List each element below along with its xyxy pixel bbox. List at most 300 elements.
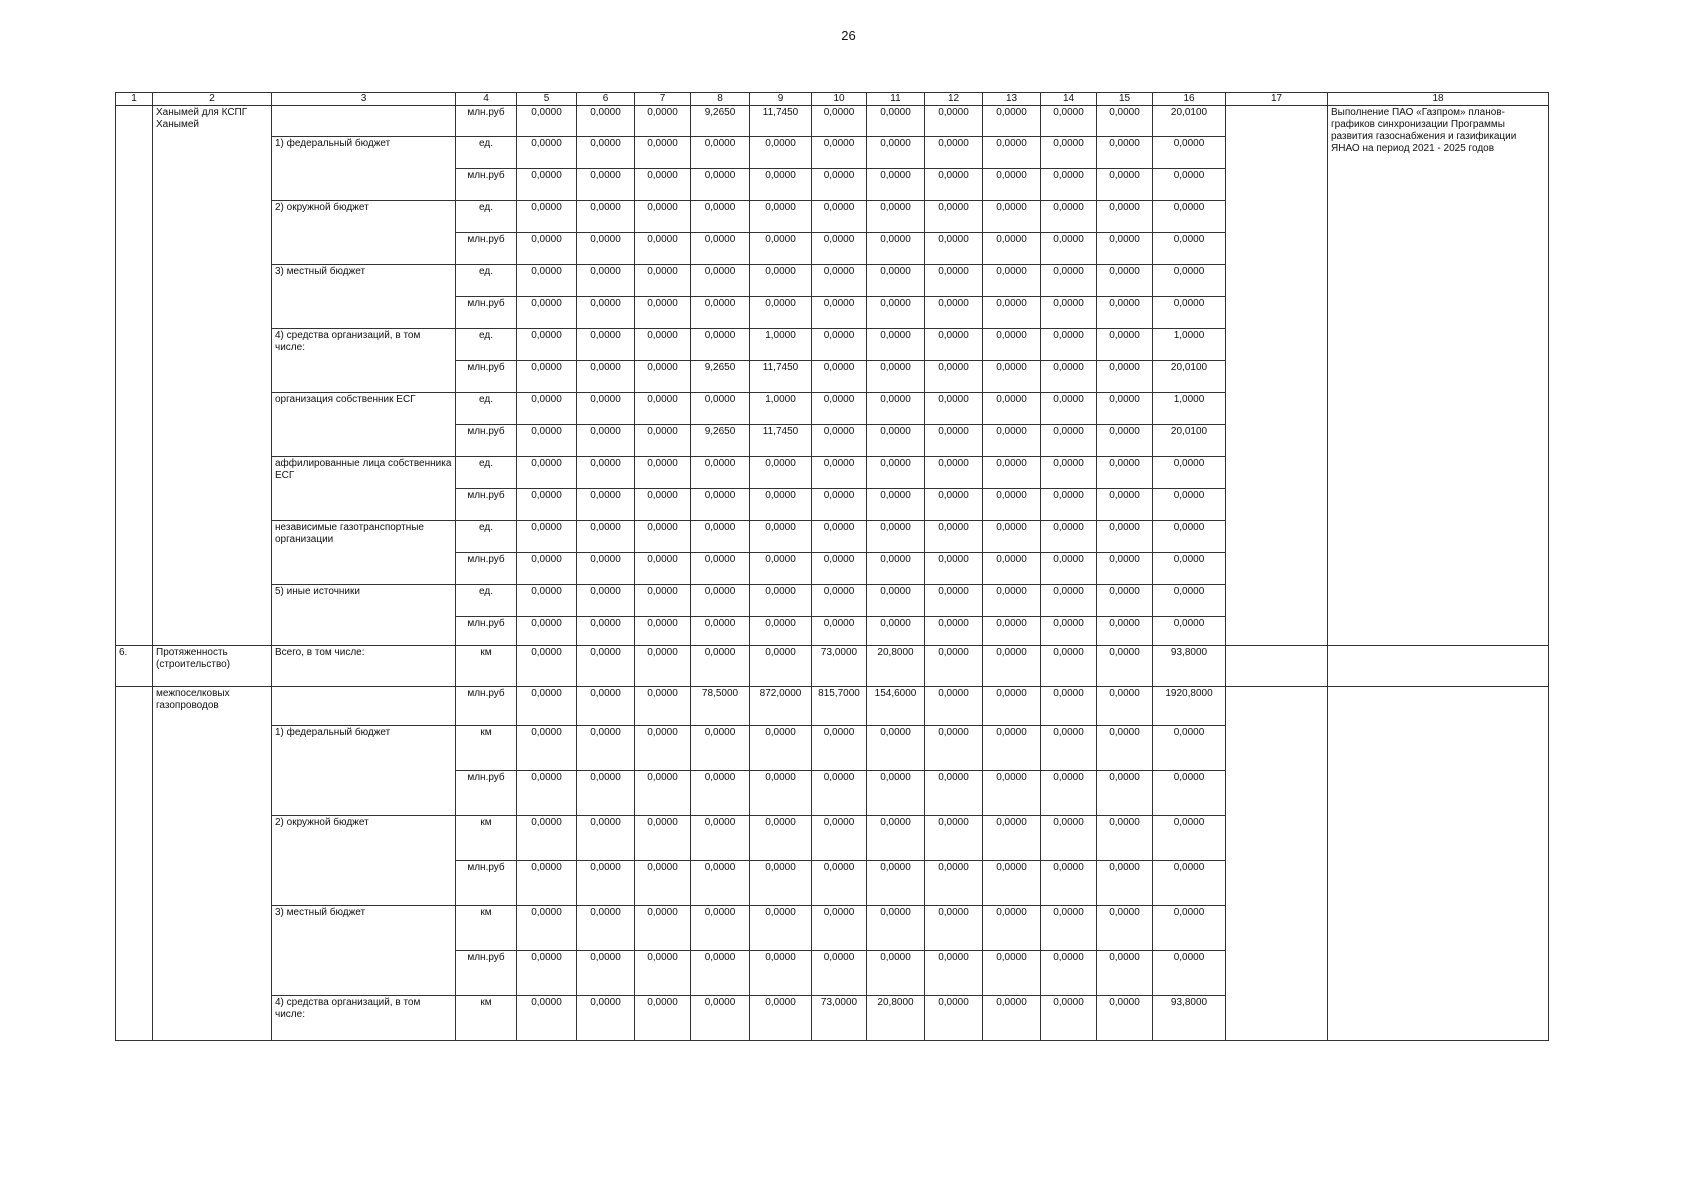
value-cell: 0,0000 xyxy=(1097,393,1153,425)
value-cell: 0,0000 xyxy=(577,457,635,489)
value-cell: 0,0000 xyxy=(812,329,867,361)
value-cell: 0,0000 xyxy=(691,137,750,169)
value-cell: 0,0000 xyxy=(925,393,983,425)
value-cell: 0,0000 xyxy=(635,233,691,265)
value-cell: 0,0000 xyxy=(925,553,983,585)
value-cell: 0,0000 xyxy=(1153,726,1226,771)
value-cell: 0,0000 xyxy=(517,106,577,137)
unit-cell: млн.руб xyxy=(456,687,517,726)
value-cell: 0,0000 xyxy=(577,617,635,646)
value-cell: 0,0000 xyxy=(750,996,812,1041)
value-cell: 0,0000 xyxy=(1097,771,1153,816)
source-cell: 4) средства организаций, в том числе: xyxy=(272,996,456,1041)
table-row xyxy=(116,687,1549,726)
value-cell: 0,0000 xyxy=(1153,233,1226,265)
value-cell: 0,0000 xyxy=(1041,201,1097,233)
value-cell: 0,0000 xyxy=(1097,457,1153,489)
value-cell: 0,0000 xyxy=(1097,617,1153,646)
empty-cell-18 xyxy=(1328,687,1549,1041)
value-cell: 0,0000 xyxy=(1153,861,1226,906)
value-cell: 0,0000 xyxy=(1041,233,1097,265)
value-cell: 0,0000 xyxy=(517,361,577,393)
value-cell: 0,0000 xyxy=(635,951,691,996)
value-cell: 11,7450 xyxy=(750,361,812,393)
value-cell: 0,0000 xyxy=(1041,771,1097,816)
value-cell: 0,0000 xyxy=(1097,233,1153,265)
unit-cell: млн.руб xyxy=(456,771,517,816)
value-cell: 0,0000 xyxy=(812,951,867,996)
value-cell: 0,0000 xyxy=(635,585,691,617)
unit-cell: ед. xyxy=(456,393,517,425)
value-cell: 0,0000 xyxy=(812,816,867,861)
source-cell: Всего, в том числе: xyxy=(272,646,456,687)
value-cell: 0,0000 xyxy=(517,521,577,553)
value-cell: 0,0000 xyxy=(925,861,983,906)
value-cell: 11,7450 xyxy=(750,106,812,137)
value-cell: 0,0000 xyxy=(1041,521,1097,553)
value-cell: 0,0000 xyxy=(1041,553,1097,585)
value-cell: 0,0000 xyxy=(1097,169,1153,201)
value-cell: 1,0000 xyxy=(750,329,812,361)
value-cell: 0,0000 xyxy=(983,233,1041,265)
value-cell: 0,0000 xyxy=(925,106,983,137)
value-cell: 0,0000 xyxy=(1153,771,1226,816)
value-cell: 0,0000 xyxy=(635,137,691,169)
value-cell: 0,0000 xyxy=(1041,489,1097,521)
value-cell: 0,0000 xyxy=(577,297,635,329)
value-cell: 0,0000 xyxy=(867,816,925,861)
value-cell: 0,0000 xyxy=(983,169,1041,201)
value-cell: 0,0000 xyxy=(517,617,577,646)
value-cell: 154,6000 xyxy=(867,687,925,726)
value-cell: 0,0000 xyxy=(577,726,635,771)
value-cell: 0,0000 xyxy=(983,951,1041,996)
value-cell: 0,0000 xyxy=(691,297,750,329)
value-cell: 0,0000 xyxy=(1097,106,1153,137)
value-cell: 0,0000 xyxy=(867,393,925,425)
unit-cell: км xyxy=(456,646,517,687)
value-cell: 1,0000 xyxy=(1153,329,1226,361)
column-number-header: 6 xyxy=(577,93,635,106)
value-cell: 0,0000 xyxy=(983,816,1041,861)
value-cell: 0,0000 xyxy=(867,457,925,489)
unit-cell: млн.руб xyxy=(456,169,517,201)
value-cell: 0,0000 xyxy=(691,951,750,996)
value-cell: 0,0000 xyxy=(577,425,635,457)
value-cell: 0,0000 xyxy=(577,393,635,425)
value-cell: 0,0000 xyxy=(750,646,812,687)
value-cell: 0,0000 xyxy=(691,265,750,297)
unit-cell: ед. xyxy=(456,265,517,297)
value-cell: 0,0000 xyxy=(635,726,691,771)
value-cell: 0,0000 xyxy=(577,951,635,996)
value-cell: 0,0000 xyxy=(925,771,983,816)
value-cell: 9,2650 xyxy=(691,425,750,457)
value-cell: 0,0000 xyxy=(577,646,635,687)
value-cell: 0,0000 xyxy=(812,169,867,201)
value-cell: 0,0000 xyxy=(750,553,812,585)
value-cell: 0,0000 xyxy=(1097,329,1153,361)
value-cell: 0,0000 xyxy=(577,585,635,617)
value-cell: 0,0000 xyxy=(867,906,925,951)
value-cell: 73,0000 xyxy=(812,996,867,1041)
unit-cell: ед. xyxy=(456,521,517,553)
value-cell: 0,0000 xyxy=(635,361,691,393)
row-number-cell xyxy=(116,687,153,1041)
value-cell: 0,0000 xyxy=(812,585,867,617)
value-cell: 0,0000 xyxy=(812,617,867,646)
value-cell: 0,0000 xyxy=(750,457,812,489)
value-cell: 0,0000 xyxy=(750,297,812,329)
source-cell: 3) местный бюджет xyxy=(272,265,456,329)
value-cell: 0,0000 xyxy=(517,996,577,1041)
value-cell: 0,0000 xyxy=(1097,265,1153,297)
value-cell: 0,0000 xyxy=(750,585,812,617)
value-cell: 0,0000 xyxy=(983,553,1041,585)
source-cell: 5) иные источники xyxy=(272,585,456,646)
value-cell: 0,0000 xyxy=(867,585,925,617)
value-cell: 0,0000 xyxy=(1041,393,1097,425)
value-cell: 0,0000 xyxy=(1041,265,1097,297)
source-cell: 1) федеральный бюджет xyxy=(272,726,456,816)
value-cell: 0,0000 xyxy=(577,687,635,726)
column-number-header: 15 xyxy=(1097,93,1153,106)
unit-cell: км xyxy=(456,906,517,951)
value-cell: 0,0000 xyxy=(517,585,577,617)
value-cell: 0,0000 xyxy=(812,265,867,297)
value-cell: 0,0000 xyxy=(517,687,577,726)
financing-table xyxy=(115,92,1549,1041)
value-cell: 0,0000 xyxy=(983,425,1041,457)
value-cell: 0,0000 xyxy=(1041,585,1097,617)
value-cell: 0,0000 xyxy=(1097,553,1153,585)
value-cell: 0,0000 xyxy=(1041,726,1097,771)
unit-cell: млн.руб xyxy=(456,361,517,393)
value-cell: 1,0000 xyxy=(1153,393,1226,425)
value-cell: 0,0000 xyxy=(812,106,867,137)
value-cell: 0,0000 xyxy=(812,861,867,906)
value-cell: 0,0000 xyxy=(635,329,691,361)
source-cell: 3) местный бюджет xyxy=(272,906,456,996)
value-cell: 0,0000 xyxy=(925,585,983,617)
value-cell: 0,0000 xyxy=(812,201,867,233)
value-cell: 0,0000 xyxy=(1153,951,1226,996)
value-cell: 0,0000 xyxy=(750,521,812,553)
value-cell: 0,0000 xyxy=(1097,726,1153,771)
value-cell: 0,0000 xyxy=(635,393,691,425)
value-cell: 0,0000 xyxy=(517,553,577,585)
value-cell: 93,8000 xyxy=(1153,996,1226,1041)
value-cell: 0,0000 xyxy=(1153,553,1226,585)
value-cell: 0,0000 xyxy=(1097,201,1153,233)
value-cell: 0,0000 xyxy=(691,233,750,265)
value-cell: 0,0000 xyxy=(812,521,867,553)
value-cell: 0,0000 xyxy=(577,553,635,585)
value-cell: 0,0000 xyxy=(635,201,691,233)
value-cell: 0,0000 xyxy=(925,457,983,489)
value-cell: 0,0000 xyxy=(750,951,812,996)
value-cell: 0,0000 xyxy=(691,861,750,906)
unit-cell: ед. xyxy=(456,137,517,169)
value-cell: 0,0000 xyxy=(812,425,867,457)
unit-cell: млн.руб xyxy=(456,489,517,521)
column-number-header: 7 xyxy=(635,93,691,106)
value-cell: 0,0000 xyxy=(691,169,750,201)
column-number-header: 9 xyxy=(750,93,812,106)
value-cell: 0,0000 xyxy=(577,816,635,861)
value-cell: 0,0000 xyxy=(577,996,635,1041)
value-cell: 0,0000 xyxy=(691,201,750,233)
value-cell: 0,0000 xyxy=(691,771,750,816)
value-cell: 0,0000 xyxy=(691,521,750,553)
note-cell: Выполнение ПАО «Газпром» планов-графиков синхронизации Программы развития газоснабжения и газификации ЯНАО на период 2021 - 2025 годов xyxy=(1328,106,1549,646)
value-cell: 0,0000 xyxy=(577,521,635,553)
value-cell: 0,0000 xyxy=(983,646,1041,687)
empty-cell-17 xyxy=(1226,687,1328,1041)
table-row xyxy=(116,106,1549,137)
value-cell: 0,0000 xyxy=(750,771,812,816)
value-cell: 0,0000 xyxy=(750,137,812,169)
value-cell: 0,0000 xyxy=(635,169,691,201)
value-cell: 93,8000 xyxy=(1153,646,1226,687)
value-cell: 0,0000 xyxy=(577,265,635,297)
value-cell: 0,0000 xyxy=(925,906,983,951)
value-cell: 0,0000 xyxy=(635,771,691,816)
value-cell: 0,0000 xyxy=(983,201,1041,233)
value-cell: 9,2650 xyxy=(691,361,750,393)
value-cell: 0,0000 xyxy=(983,521,1041,553)
value-cell: 0,0000 xyxy=(983,687,1041,726)
value-cell: 0,0000 xyxy=(635,861,691,906)
value-cell: 0,0000 xyxy=(517,329,577,361)
value-cell: 0,0000 xyxy=(1097,585,1153,617)
value-cell: 0,0000 xyxy=(517,646,577,687)
value-cell: 11,7450 xyxy=(750,425,812,457)
value-cell: 20,0100 xyxy=(1153,106,1226,137)
value-cell: 0,0000 xyxy=(1153,906,1226,951)
value-cell: 0,0000 xyxy=(867,137,925,169)
value-cell: 0,0000 xyxy=(983,361,1041,393)
value-cell: 0,0000 xyxy=(867,861,925,906)
value-cell: 0,0000 xyxy=(812,489,867,521)
value-cell: 0,0000 xyxy=(1153,169,1226,201)
value-cell: 0,0000 xyxy=(1041,297,1097,329)
unit-cell: км xyxy=(456,816,517,861)
value-cell: 0,0000 xyxy=(983,585,1041,617)
value-cell: 1,0000 xyxy=(750,393,812,425)
value-cell: 0,0000 xyxy=(635,425,691,457)
value-cell: 0,0000 xyxy=(867,425,925,457)
value-cell: 0,0000 xyxy=(812,457,867,489)
value-cell: 0,0000 xyxy=(983,906,1041,951)
value-cell: 0,0000 xyxy=(517,137,577,169)
value-cell: 0,0000 xyxy=(750,489,812,521)
value-cell: 0,0000 xyxy=(983,297,1041,329)
column-number-header: 16 xyxy=(1153,93,1226,106)
value-cell: 0,0000 xyxy=(1153,521,1226,553)
value-cell: 815,7000 xyxy=(812,687,867,726)
value-cell: 0,0000 xyxy=(867,617,925,646)
unit-cell: км xyxy=(456,726,517,771)
column-number-header: 5 xyxy=(517,93,577,106)
source-cell: аффилированные лица собственника ЕСГ xyxy=(272,457,456,521)
unit-cell: ед. xyxy=(456,585,517,617)
value-cell: 0,0000 xyxy=(577,201,635,233)
value-cell: 0,0000 xyxy=(517,816,577,861)
value-cell: 0,0000 xyxy=(1153,297,1226,329)
value-cell: 0,0000 xyxy=(925,297,983,329)
value-cell: 0,0000 xyxy=(812,233,867,265)
value-cell: 0,0000 xyxy=(1041,361,1097,393)
value-cell: 0,0000 xyxy=(925,169,983,201)
value-cell: 0,0000 xyxy=(691,726,750,771)
value-cell: 0,0000 xyxy=(577,361,635,393)
value-cell: 0,0000 xyxy=(577,489,635,521)
column-number-header: 1 xyxy=(116,93,153,106)
value-cell: 0,0000 xyxy=(517,297,577,329)
column-number-header: 8 xyxy=(691,93,750,106)
value-cell: 0,0000 xyxy=(750,726,812,771)
source-cell: 4) средства организаций, в том числе: xyxy=(272,329,456,393)
value-cell: 0,0000 xyxy=(1097,861,1153,906)
value-cell: 0,0000 xyxy=(691,393,750,425)
value-cell: 0,0000 xyxy=(517,489,577,521)
value-cell: 0,0000 xyxy=(925,996,983,1041)
value-cell: 0,0000 xyxy=(812,553,867,585)
column-number-header: 18 xyxy=(1328,93,1549,106)
value-cell: 0,0000 xyxy=(1041,137,1097,169)
row-number-cell xyxy=(116,106,153,646)
empty-cell-18 xyxy=(1328,646,1549,687)
value-cell: 0,0000 xyxy=(691,906,750,951)
value-cell: 0,0000 xyxy=(1153,137,1226,169)
value-cell: 0,0000 xyxy=(691,816,750,861)
value-cell: 0,0000 xyxy=(983,771,1041,816)
value-cell: 0,0000 xyxy=(983,265,1041,297)
value-cell: 0,0000 xyxy=(691,996,750,1041)
value-cell: 0,0000 xyxy=(983,329,1041,361)
column-number-header: 12 xyxy=(925,93,983,106)
value-cell: 0,0000 xyxy=(1097,137,1153,169)
value-cell: 0,0000 xyxy=(925,137,983,169)
source-cell: независимые газотранспортные организации xyxy=(272,521,456,585)
value-cell: 0,0000 xyxy=(691,617,750,646)
value-cell: 0,0000 xyxy=(635,457,691,489)
value-cell: 0,0000 xyxy=(1153,201,1226,233)
value-cell: 0,0000 xyxy=(925,265,983,297)
value-cell: 0,0000 xyxy=(1041,106,1097,137)
value-cell: 0,0000 xyxy=(517,233,577,265)
value-cell: 0,0000 xyxy=(867,553,925,585)
value-cell: 20,0100 xyxy=(1153,361,1226,393)
value-cell: 0,0000 xyxy=(517,906,577,951)
value-cell: 0,0000 xyxy=(635,553,691,585)
value-cell: 0,0000 xyxy=(1041,816,1097,861)
value-cell: 0,0000 xyxy=(925,816,983,861)
value-cell: 0,0000 xyxy=(983,457,1041,489)
value-cell: 0,0000 xyxy=(812,726,867,771)
value-cell: 0,0000 xyxy=(1041,329,1097,361)
unit-cell: млн.руб xyxy=(456,553,517,585)
value-cell: 0,0000 xyxy=(635,265,691,297)
value-cell: 0,0000 xyxy=(635,297,691,329)
unit-cell: км xyxy=(456,996,517,1041)
value-cell: 0,0000 xyxy=(577,771,635,816)
value-cell: 0,0000 xyxy=(635,521,691,553)
value-cell: 0,0000 xyxy=(517,861,577,906)
value-cell: 0,0000 xyxy=(1097,646,1153,687)
row-number-cell: 6. xyxy=(116,646,153,687)
column-number-header: 10 xyxy=(812,93,867,106)
source-cell xyxy=(272,106,456,137)
value-cell: 0,0000 xyxy=(812,771,867,816)
value-cell: 0,0000 xyxy=(983,726,1041,771)
value-cell: 0,0000 xyxy=(925,687,983,726)
value-cell: 0,0000 xyxy=(867,265,925,297)
unit-cell: млн.руб xyxy=(456,425,517,457)
value-cell: 0,0000 xyxy=(867,726,925,771)
value-cell: 0,0000 xyxy=(925,361,983,393)
value-cell: 0,0000 xyxy=(577,233,635,265)
unit-cell: ед. xyxy=(456,457,517,489)
source-cell: 1) федеральный бюджет xyxy=(272,137,456,201)
value-cell: 0,0000 xyxy=(1097,521,1153,553)
value-cell: 0,0000 xyxy=(517,726,577,771)
value-cell: 0,0000 xyxy=(750,861,812,906)
value-cell: 0,0000 xyxy=(750,906,812,951)
value-cell: 73,0000 xyxy=(812,646,867,687)
header-row xyxy=(116,93,1549,106)
value-cell: 0,0000 xyxy=(867,201,925,233)
value-cell: 0,0000 xyxy=(635,489,691,521)
value-cell: 0,0000 xyxy=(1097,297,1153,329)
value-cell: 0,0000 xyxy=(1041,646,1097,687)
value-cell: 0,0000 xyxy=(691,457,750,489)
value-cell: 0,0000 xyxy=(983,861,1041,906)
value-cell: 0,0000 xyxy=(517,393,577,425)
value-cell: 9,2650 xyxy=(691,106,750,137)
value-cell: 0,0000 xyxy=(635,906,691,951)
value-cell: 0,0000 xyxy=(867,521,925,553)
column-number-header: 17 xyxy=(1226,93,1328,106)
value-cell: 0,0000 xyxy=(1097,816,1153,861)
page-number: 26 xyxy=(841,28,856,43)
value-cell: 0,0000 xyxy=(635,996,691,1041)
value-cell: 0,0000 xyxy=(925,617,983,646)
value-cell: 0,0000 xyxy=(925,951,983,996)
value-cell: 0,0000 xyxy=(577,106,635,137)
table-row xyxy=(116,646,1549,687)
column-number-header: 13 xyxy=(983,93,1041,106)
value-cell: 0,0000 xyxy=(925,233,983,265)
value-cell: 0,0000 xyxy=(1041,951,1097,996)
value-cell: 0,0000 xyxy=(1097,425,1153,457)
value-cell: 20,0100 xyxy=(1153,425,1226,457)
value-cell: 0,0000 xyxy=(691,489,750,521)
unit-cell: млн.руб xyxy=(456,297,517,329)
value-cell: 0,0000 xyxy=(867,489,925,521)
value-cell: 0,0000 xyxy=(635,816,691,861)
value-cell: 0,0000 xyxy=(925,646,983,687)
value-cell: 0,0000 xyxy=(1153,617,1226,646)
source-cell: 2) окружной бюджет xyxy=(272,201,456,265)
value-cell: 0,0000 xyxy=(1097,489,1153,521)
value-cell: 0,0000 xyxy=(750,816,812,861)
value-cell: 0,0000 xyxy=(925,201,983,233)
value-cell: 0,0000 xyxy=(1097,906,1153,951)
value-cell: 20,8000 xyxy=(867,646,925,687)
value-cell: 1920,8000 xyxy=(1153,687,1226,726)
